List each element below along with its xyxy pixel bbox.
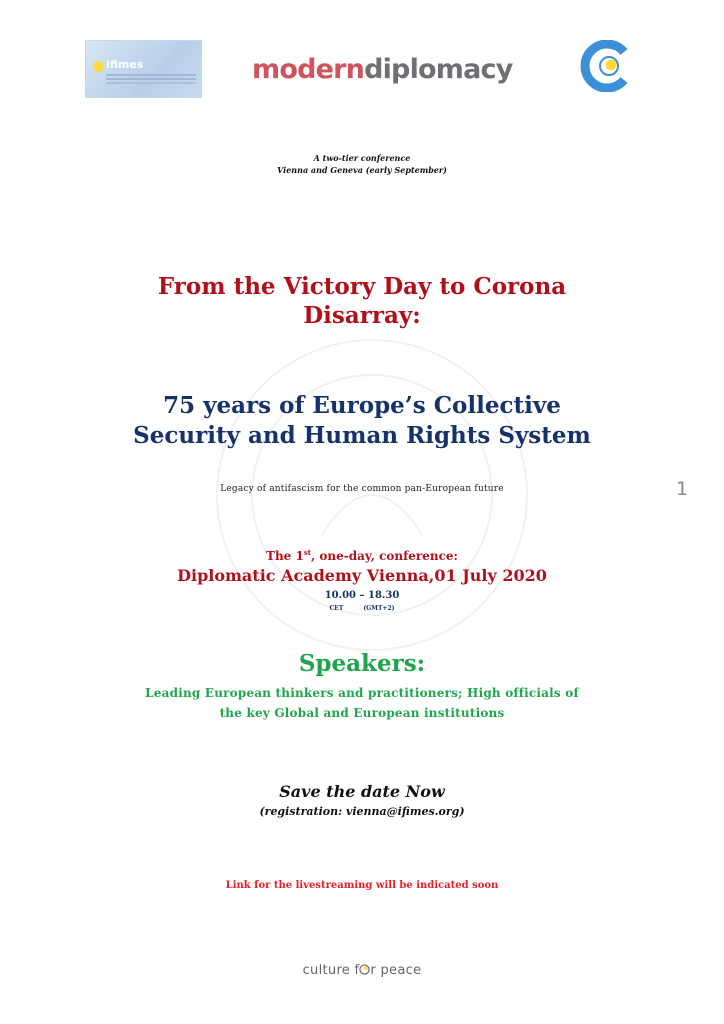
conference-subheading: A two-tier conference Vienna and Geneva (early September) <box>277 153 447 175</box>
page-number: 1 <box>676 478 689 500</box>
title-red: From the Victory Day to Corona Disarray: <box>157 273 567 329</box>
sun-icon <box>93 61 104 72</box>
livestream-note: Link for the livestreaming will be indicated soon <box>225 880 499 891</box>
speakers-description: Leading European thinkers and practitioners; High officials of the key Global and European institutions <box>145 686 579 720</box>
c-logo-icon <box>580 40 632 92</box>
save-the-date: Save the date Now <box>279 782 445 801</box>
conference-label: The 1st, one-day, conference: <box>266 548 458 563</box>
conference-timezone: CET (GMT+2) <box>329 605 395 612</box>
speakers-heading: Speakers: <box>298 650 426 677</box>
culture-for-peace-logo: culture f r peace <box>302 963 422 978</box>
title-blue: 75 years of Europe’s Collective Security and Human Rights System <box>133 392 591 449</box>
modern-diplomacy-logo: moderndiplomacy <box>252 54 513 85</box>
globe-o-icon <box>359 964 370 975</box>
ifimes-logo-text: ifimes <box>106 58 144 71</box>
ifimes-logo <box>85 40 202 98</box>
conference-time: 10.00 – 18.30 <box>324 590 400 601</box>
legacy-subtitle: Legacy of antifascism for the common pan-European future <box>220 484 504 494</box>
registration-info: (registration: vienna@ifimes.org) <box>259 805 465 818</box>
conference-venue: Diplomatic Academy Vienna,01 July 2020 <box>177 566 547 585</box>
